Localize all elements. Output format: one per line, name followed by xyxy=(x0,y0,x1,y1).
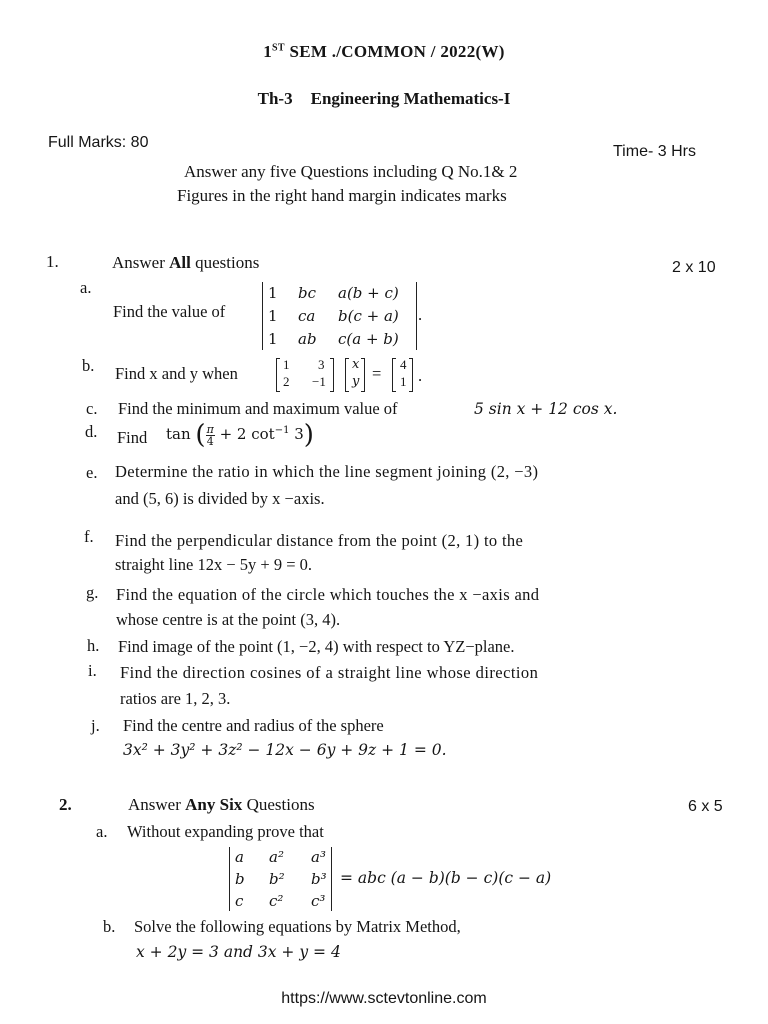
q2b-text: Solve the following equations by Matrix Method, xyxy=(134,917,461,936)
q1g-line-2: whose centre is at the point (3, 4). xyxy=(116,610,341,629)
q1-heading-post: questions xyxy=(190,253,260,272)
time-limit: Time- 3 Hrs xyxy=(613,143,696,160)
instruction-2: Figures in the right hand margin indicates marks xyxy=(177,186,507,205)
q1b-text: Find x and y when xyxy=(115,364,238,383)
q1f-line-2: straight line 12x − 5y + 9 = 0. xyxy=(115,555,313,574)
q1d-three: 3 xyxy=(294,425,304,443)
q1j-label: j. xyxy=(91,716,100,735)
sem-number: 1 xyxy=(263,42,273,61)
q1f-label: f. xyxy=(84,527,94,546)
q1b-vec-left-bracket xyxy=(345,358,349,392)
q1b-label: b. xyxy=(82,356,95,375)
q1b-m22: −1 xyxy=(312,374,326,389)
sem-superscript: ST xyxy=(272,42,285,54)
q1b-rhs-left-bracket xyxy=(392,358,396,392)
q1e-line-2: and (5, 6) is divided by x −axis. xyxy=(115,489,325,508)
q2-marks: 6 x 5 xyxy=(688,798,723,815)
q2-heading xyxy=(128,795,315,815)
q1c-label: c. xyxy=(86,399,98,418)
q1d-text: Find xyxy=(117,428,148,447)
q2a-row-2: b b² b³ xyxy=(235,870,327,888)
q1b-m21: 2 xyxy=(283,374,290,389)
q1c-text: Find the minimum and maximum value of xyxy=(118,399,398,418)
q1a-label: a. xyxy=(80,278,92,297)
q1b-equals: = xyxy=(372,364,382,383)
q1d-tan: tan xyxy=(166,425,191,443)
paper-title-line xyxy=(0,89,768,109)
q1a-row-2: 1 ca b(c + a) xyxy=(268,307,399,325)
q1d-expression: tan ( $\frac{\pi}{4}$ + 2 $\cot^{-1} 3$) xyxy=(166,420,314,450)
q1j-line-1: Find the centre and radius of the sphere xyxy=(123,716,384,735)
q1b-vec-x: x xyxy=(352,357,360,372)
q1b-vec-right-bracket xyxy=(361,358,365,392)
q1b-m11: 1 xyxy=(283,357,290,372)
q2-heading-bold: Any Six xyxy=(185,795,243,814)
q1a-end: . xyxy=(418,305,423,324)
q1e-line-1: Determine the ratio in which the line segment joining (2, −3) xyxy=(115,462,539,481)
q1b-rhs-2: 1 xyxy=(400,374,407,389)
q1d-rest: + 2 cot xyxy=(219,425,275,443)
q2a-row-1: a a² a³ xyxy=(235,848,326,866)
q1d-label: d. xyxy=(85,422,98,441)
q2a-label: a. xyxy=(96,822,108,841)
paper-code: Th-3 xyxy=(257,89,293,108)
q1a-row-1: 1 bc a(b + c) xyxy=(268,284,399,302)
q1g-label: g. xyxy=(86,583,99,602)
paper-title: Engineering Mathematics-I xyxy=(310,89,511,108)
footer-url[interactable]: https://www.sctevtonline.com xyxy=(281,990,487,1007)
q1-number: 1. xyxy=(46,252,59,271)
q1-heading xyxy=(112,253,259,273)
q1g-line-1: Find the equation of the circle which touches the x −axis and xyxy=(116,585,540,604)
sem-rest: SEM ./COMMON / 2022(W) xyxy=(284,42,505,61)
q1f-line-1: Find the perpendicular distance from the point (2, 1) to the xyxy=(115,531,524,550)
q1d-fraction: $\frac{\pi}{4}$ xyxy=(206,422,214,448)
q1-heading-bold: All xyxy=(169,253,191,272)
q1h-label: h. xyxy=(87,636,100,655)
q1b-matrix-right-bracket xyxy=(330,358,334,392)
q2b-label: b. xyxy=(103,917,116,936)
q2-heading-pre: Answer xyxy=(128,795,186,814)
instruction-1: Answer any five Questions including Q No.1& 2 xyxy=(184,162,518,181)
full-marks: Full Marks: 80 xyxy=(48,134,149,151)
q2-number: 2. xyxy=(59,795,72,814)
q1h-line-1: Find image of the point (1, −2, 4) with respect to YZ−plane. xyxy=(118,637,515,656)
q1c-expression: 5 sin x + 12 cos x. xyxy=(474,400,618,418)
q1b-m12: 3 xyxy=(318,357,325,372)
q2a-text: Without expanding prove that xyxy=(127,822,324,841)
q2b-equations: x + 2y = 3 and 3x + y = 4 xyxy=(136,943,341,961)
q1a-row-3: 1 ab c(a + b) xyxy=(268,330,399,348)
q1b-rhs-right-bracket xyxy=(409,358,413,392)
q1b-rhs-1: 4 xyxy=(400,357,407,372)
q1i-line-2: ratios are 1, 2, 3. xyxy=(120,689,231,708)
q1e-label: e. xyxy=(86,463,98,482)
q2-heading-post: Questions xyxy=(242,795,315,814)
q1i-line-1: Find the direction cosines of a straight line whose direction xyxy=(120,663,539,682)
q1i-label: i. xyxy=(88,661,97,680)
q2a-row-3: c c² c³ xyxy=(235,892,326,910)
q1b-matrix-left-bracket xyxy=(276,358,280,392)
q1-heading-pre: Answer xyxy=(112,253,170,272)
q1b-end: . xyxy=(418,366,423,385)
q1-marks: 2 x 10 xyxy=(672,259,716,276)
q1b-vec-y: y xyxy=(352,374,360,389)
q1j-equation: 3x² + 3y² + 3z² − 12x − 6y + 9z + 1 = 0. xyxy=(123,741,447,759)
q1a-text: Find the value of xyxy=(113,302,226,321)
q1d-sup: −1 xyxy=(274,425,290,436)
exam-header xyxy=(0,42,768,62)
q2a-rhs: = abc (a − b)(b − c)(c − a) xyxy=(340,869,552,887)
